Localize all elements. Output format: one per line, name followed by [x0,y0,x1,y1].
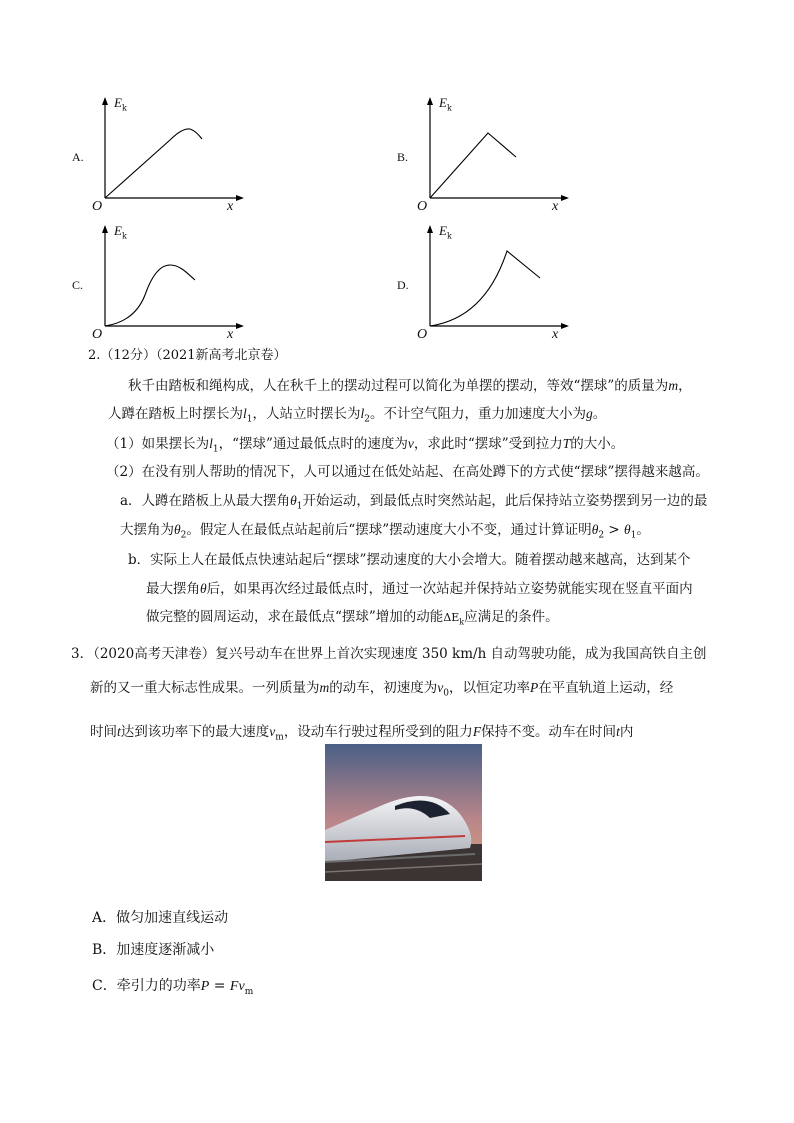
q2-sub2b-line1: b．实际上人在最低点快速站起后“摆球”摆动速度的大小会增大。随着摆动越来越高，达到某个 [128,552,691,568]
graph-b-axis-x: x [552,199,559,214]
q2-sub1: （1）如果摆长为$l_1$，“摆球”通过最低点时的速度为v，求此时“摆球”受到拉力T的大小。 [106,436,625,455]
graph-a: A. $E_k$ O x [70,95,250,220]
graph-a-origin: O [92,199,103,214]
q2-para1-line2: 人蹲在踏板上时摆长为$l_1$，人站立时摆长为$l_2$。不计空气阻力，重力加速度大小为g。 [108,406,607,425]
graph-b-axis-y: E [439,95,447,110]
q3-line2: 新的又一重大标志性成果。一列质量为m的动车，初速度为$v_0$，以恒定功率P在平直轨道上运动，经 [90,680,674,699]
graph-a-axis-x: x [227,199,234,214]
q3-option-a: A．做匀加速直线运动 [92,910,229,926]
q2-sub2b-line3: 做完整的圆周运动，求在最低点“摆球”增加的动能$\Delta E_k$应满足的条件。 [146,609,559,627]
q3-line1: 3．（2020高考天津卷）复兴号动车在世界上首次实现速度 350 km/h 自动驾驶功能，成为我国高铁自主创 [71,646,707,662]
graph-d-label: D. [397,278,409,292]
q2-sub2: （2）在没有别人帮助的情况下，人可以通过在低处站起、在高处蹲下的方式使“摆球”摆得越来越高。 [106,464,709,480]
q2-sub2a-line1: a．人蹲在踏板上从最大摆角$\theta_1$开始运动，到最低点时突然站起，此后保持站立姿势摆到另一边的最 [120,493,708,512]
graph-d: D. $E_k$ O x [395,223,575,348]
graph-c-plot [90,223,250,348]
graph-d-axis-x: x [552,327,559,342]
q2-sub2a-line2: 大摆角为$\theta_2$。假定人在最低点站起前后“摆球”摆动速度大小不变，通过计算证明$\theta_2 > \theta_1$。 [120,522,650,541]
graph-b-curve [430,133,516,198]
q3-line3: 时间t达到该功率下的最大速度$v_m$，设动车行驶过程所受到的阻力F保持不变。动车在时间t内 [90,724,634,743]
graph-a-curve [105,129,202,198]
graph-c-axis-y: E [114,223,122,238]
graph-c-curve [105,265,195,326]
graph-a-axis-y: E [114,95,122,110]
q2-sub2b-line2: 最大摆角θ后，如果再次经过最低点时，通过一次站起并保持站立姿势就能实现在竖直平面内 [146,581,693,597]
graph-c-label: C. [72,278,84,292]
graph-b-origin: O [417,199,428,214]
graph-d-axis-y: E [439,223,447,238]
graph-b-plot [415,95,575,220]
q2-header: 2.（12分）（2021新高考北京卷） [88,348,287,363]
graph-a-label: A. [72,150,84,164]
q3-option-b: B．加速度逐渐减小 [92,942,215,958]
graph-b: B. $E_k$ O x [395,95,575,220]
train-photo [325,744,482,881]
graph-c-axis-x: x [227,327,234,342]
q2-para1-line1: 秋千由踏板和绳构成，人在秋千上的摆动过程可以简化为单摆的摆动，等效“摆球”的质量为m， [128,378,692,394]
graph-d-curve [430,251,540,326]
graph-b-label: B. [397,150,409,164]
graph-d-origin: O [417,327,428,342]
q3-option-c: C．牵引力的功率$P = Fv_m$ [92,978,254,997]
graph-c: C. $E_k$ O x [70,223,250,348]
graph-c-origin: O [92,327,103,342]
graph-a-plot [90,95,250,220]
graph-d-plot [415,223,575,348]
